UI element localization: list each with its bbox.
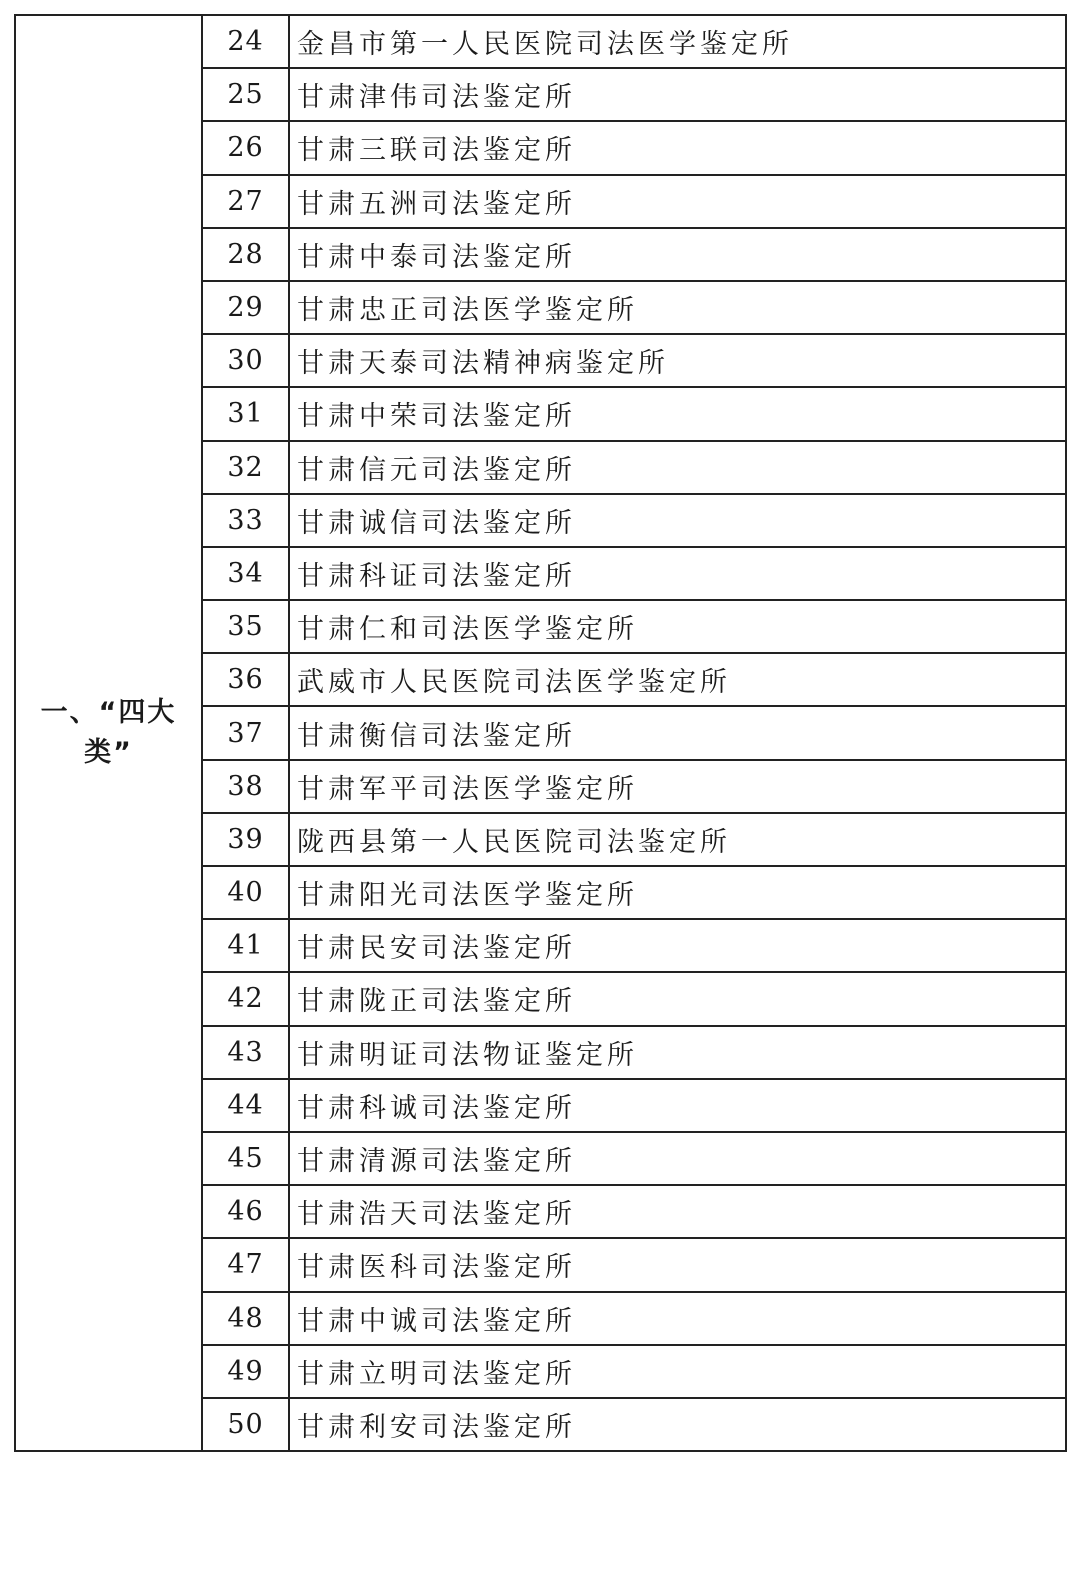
row-number: 40 — [202, 866, 289, 919]
row-number: 35 — [202, 600, 289, 653]
institution-name: 甘肃陇正司法鉴定所 — [289, 972, 1066, 1025]
row-number: 29 — [202, 281, 289, 334]
institution-name: 甘肃诚信司法鉴定所 — [289, 494, 1066, 547]
row-number: 49 — [202, 1345, 289, 1398]
row-number: 25 — [202, 68, 289, 121]
institution-name: 甘肃津伟司法鉴定所 — [289, 68, 1066, 121]
table-body — [15, 15, 1066, 1451]
row-number: 42 — [202, 972, 289, 1025]
row-number: 48 — [202, 1292, 289, 1345]
institution-name: 甘肃清源司法鉴定所 — [289, 1132, 1066, 1185]
institution-name: 甘肃科诚司法鉴定所 — [289, 1079, 1066, 1132]
row-number: 50 — [202, 1398, 289, 1451]
row-number: 24 — [202, 15, 289, 68]
institution-name: 甘肃中诚司法鉴定所 — [289, 1292, 1066, 1345]
row-number: 45 — [202, 1132, 289, 1185]
institution-name: 甘肃医科司法鉴定所 — [289, 1238, 1066, 1291]
row-number: 47 — [202, 1238, 289, 1291]
row-number: 46 — [202, 1185, 289, 1238]
institution-table — [14, 14, 1067, 1452]
institution-name: 甘肃中荣司法鉴定所 — [289, 387, 1066, 440]
institution-name: 甘肃科证司法鉴定所 — [289, 547, 1066, 600]
institution-name: 甘肃衡信司法鉴定所 — [289, 706, 1066, 759]
institution-name: 甘肃五洲司法鉴定所 — [289, 175, 1066, 228]
category-label-line1: 一、“四大 — [40, 697, 177, 729]
row-number: 32 — [202, 441, 289, 494]
institution-name: 甘肃明证司法物证鉴定所 — [289, 1026, 1066, 1079]
row-number: 39 — [202, 813, 289, 866]
row-number: 37 — [202, 706, 289, 759]
institution-name: 甘肃三联司法鉴定所 — [289, 121, 1066, 174]
institution-name: 金昌市第一人民医院司法医学鉴定所 — [289, 15, 1066, 68]
row-number: 28 — [202, 228, 289, 281]
institution-name: 甘肃浩天司法鉴定所 — [289, 1185, 1066, 1238]
institution-name: 甘肃军平司法医学鉴定所 — [289, 760, 1066, 813]
institution-name: 甘肃忠正司法医学鉴定所 — [289, 281, 1066, 334]
institution-name: 甘肃信元司法鉴定所 — [289, 441, 1066, 494]
row-number: 41 — [202, 919, 289, 972]
row-number: 26 — [202, 121, 289, 174]
row-number: 30 — [202, 334, 289, 387]
category-cell — [15, 15, 202, 1451]
institution-name: 甘肃天泰司法精神病鉴定所 — [289, 334, 1066, 387]
institution-name: 甘肃中泰司法鉴定所 — [289, 228, 1066, 281]
institution-name: 甘肃民安司法鉴定所 — [289, 919, 1066, 972]
row-number: 44 — [202, 1079, 289, 1132]
institution-name: 甘肃利安司法鉴定所 — [289, 1398, 1066, 1451]
institution-name: 甘肃立明司法鉴定所 — [289, 1345, 1066, 1398]
institution-name: 武威市人民医院司法医学鉴定所 — [289, 653, 1066, 706]
institution-name: 甘肃仁和司法医学鉴定所 — [289, 600, 1066, 653]
institution-name: 甘肃阳光司法医学鉴定所 — [289, 866, 1066, 919]
row-number: 34 — [202, 547, 289, 600]
institution-name: 陇西县第一人民医院司法鉴定所 — [289, 813, 1066, 866]
category-label-line2: 类” — [84, 737, 133, 769]
row-number: 33 — [202, 494, 289, 547]
row-number: 38 — [202, 760, 289, 813]
row-number: 36 — [202, 653, 289, 706]
table-row — [15, 15, 1066, 68]
row-number: 27 — [202, 175, 289, 228]
row-number: 31 — [202, 387, 289, 440]
row-number: 43 — [202, 1026, 289, 1079]
